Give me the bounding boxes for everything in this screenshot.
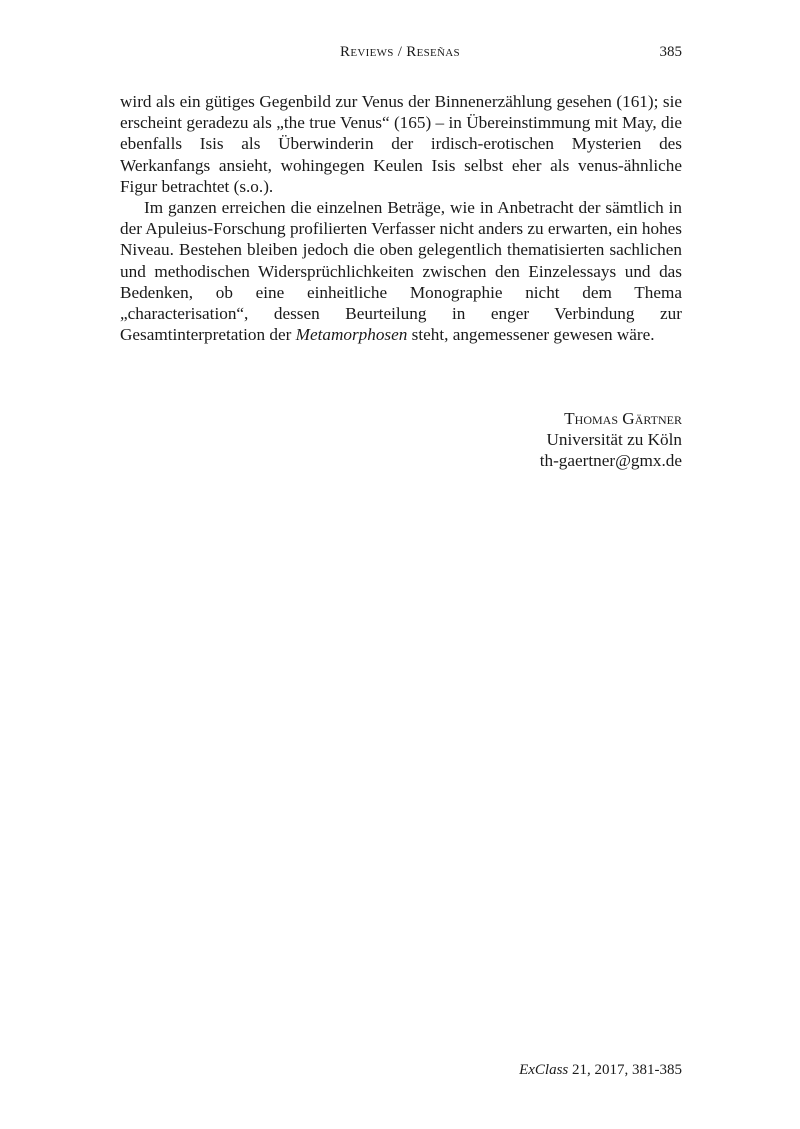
author-affiliation: Universität zu Köln bbox=[546, 430, 682, 450]
citation-details: 21, 2017, 381-385 bbox=[568, 1062, 682, 1078]
paragraph-text: steht, angemessener gewesen wäre. bbox=[407, 325, 655, 345]
running-title: Reviews / Reseñas bbox=[340, 44, 460, 60]
paragraph bbox=[120, 197, 682, 345]
author-name: Thomas Gärtner bbox=[564, 409, 682, 428]
author-email: th-gaertner@gmx.de bbox=[539, 451, 682, 471]
page-number: 385 bbox=[659, 44, 682, 60]
footer-citation bbox=[519, 1062, 682, 1079]
journal-name: ExClass bbox=[519, 1062, 569, 1078]
body-text bbox=[120, 91, 682, 345]
paragraph-text: Im ganzen erreichen die einzelnen Beträge, wie in Anbetracht der sämtlich in der Apuleius-Forschung profilierten Verfasser nicht anders zu erwarten, ein hohes Niveau. Bestehen bleiben jedoch die oben gelegentlich thematisierten sachlichen und methodischen Widersprüchlichkeiten zwischen den Einzelessays und das Bedenken, ob eine einheitliche Monographie nicht dem Thema „characterisation“, dessen Beurteilung in enger Verbindung zur Gesamtinterpretation der bbox=[120, 198, 682, 345]
italic-title: Metamorphosen bbox=[295, 325, 408, 345]
paragraph: wird als ein gütiges Gegenbild zur Venus der Binnenerzählung gesehen (161); sie erscheint geradezu als „the true Venus“ (165) – in Übereinstimmung mit May, die ebenfalls Isis als Überwinderin der irdisch-erotischen Mysterien des Werkanfangs ansieht, wohingegen Keulen Isis selbst eher als venus-ähnliche Figur betrachtet (s.o.). bbox=[120, 92, 682, 196]
author-signature bbox=[540, 408, 682, 472]
running-head bbox=[0, 44, 800, 68]
